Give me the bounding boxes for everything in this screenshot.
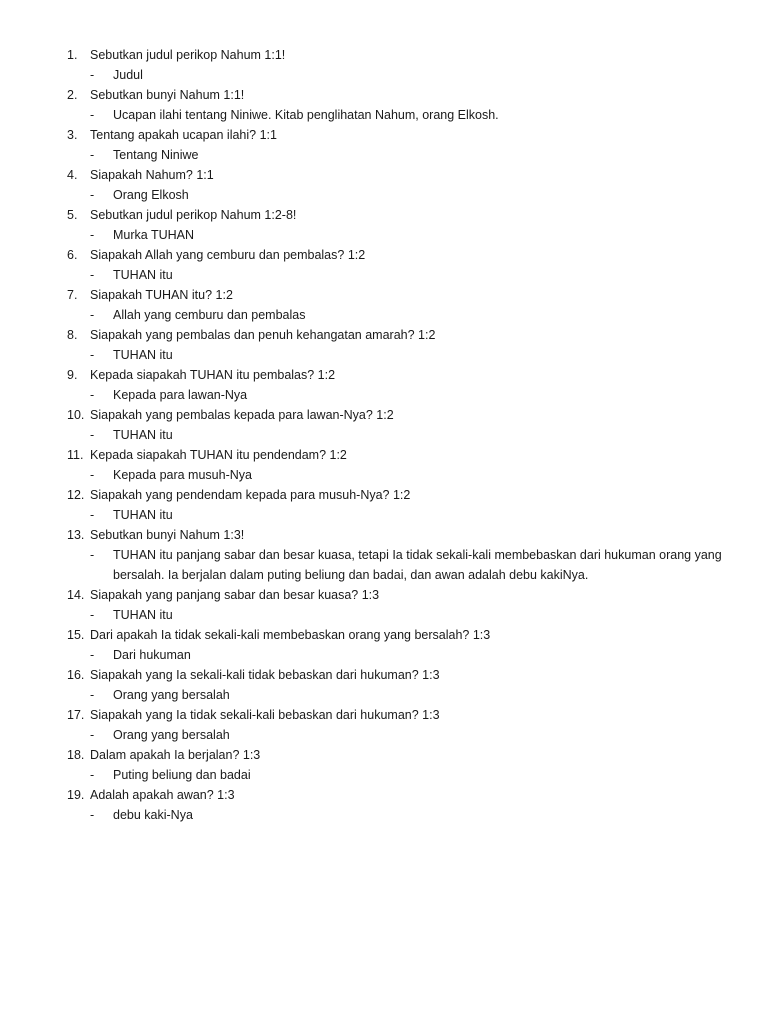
answer-row — [0, 685, 768, 705]
question-number: 8. — [67, 328, 78, 342]
question-row — [0, 705, 768, 725]
qa-item — [0, 85, 768, 125]
answer-text: Kepada para lawan-Nya — [113, 388, 248, 402]
document-page — [0, 45, 768, 825]
answer-row — [0, 185, 768, 205]
question-row — [0, 365, 768, 385]
answer-text: TUHAN itu — [113, 268, 173, 282]
answer-bullet: - — [90, 308, 95, 322]
question-row — [0, 205, 768, 225]
answer-row — [0, 225, 768, 245]
question-number: 7. — [67, 288, 78, 302]
answer-bullet: - — [90, 228, 95, 242]
answer-bullet: - — [90, 348, 95, 362]
answer-text: TUHAN itu — [113, 608, 173, 622]
answer-bullet: - — [90, 188, 95, 202]
answer-row — [0, 465, 768, 485]
answer-text: Kepada para musuh-Nya — [113, 468, 252, 482]
question-text: Sebutkan bunyi Nahum 1:3! — [90, 528, 245, 542]
answer-row — [0, 385, 768, 405]
answer-row — [0, 805, 768, 825]
question-text: Sebutkan judul perikop Nahum 1:1! — [90, 48, 286, 62]
question-text: Dari apakah Ia tidak sekali-kali membebaskan orang yang bersalah? 1:3 — [90, 628, 491, 642]
question-row — [0, 585, 768, 605]
answer-row — [0, 105, 768, 125]
answer-text: TUHAN itu panjang sabar dan besar kuasa, tetapi Ia tidak sekali-kali membebaskan dari hukuman orang yang bersalah. Ia berjalan dalam puting beliung dan badai, dan awan adalah debu kakiNya. — [113, 548, 722, 582]
question-number: 3. — [67, 128, 78, 142]
question-row — [0, 625, 768, 645]
answer-bullet: - — [90, 428, 95, 442]
answer-bullet: - — [90, 808, 95, 822]
question-number: 18. — [67, 748, 85, 762]
question-row — [0, 125, 768, 145]
question-text: Kepada siapakah TUHAN itu pembalas? 1:2 — [90, 368, 336, 382]
question-row — [0, 665, 768, 685]
question-row — [0, 45, 768, 65]
qa-item — [0, 625, 768, 665]
question-number: 19. — [67, 788, 85, 802]
answer-row — [0, 65, 768, 85]
qa-item — [0, 165, 768, 205]
answer-bullet: - — [90, 728, 95, 742]
question-number: 9. — [67, 368, 78, 382]
qa-item — [0, 205, 768, 245]
question-row — [0, 745, 768, 765]
question-number: 1. — [67, 48, 78, 62]
question-text: Adalah apakah awan? 1:3 — [90, 788, 235, 802]
question-number: 13. — [67, 528, 85, 542]
qa-item — [0, 665, 768, 705]
qa-list — [0, 45, 768, 825]
question-row — [0, 485, 768, 505]
answer-text: Dari hukuman — [113, 648, 191, 662]
question-number: 14. — [67, 588, 85, 602]
answer-text: Orang yang bersalah — [113, 728, 230, 742]
qa-item — [0, 445, 768, 485]
question-row — [0, 525, 768, 545]
answer-text: Ucapan ilahi tentang Niniwe. Kitab penglihatan Nahum, orang Elkosh. — [113, 108, 499, 122]
answer-bullet: - — [90, 468, 95, 482]
answer-text: TUHAN itu — [113, 428, 173, 442]
question-text: Siapakah TUHAN itu? 1:2 — [90, 288, 233, 302]
question-text: Siapakah yang pembalas dan penuh kehangatan amarah? 1:2 — [90, 328, 436, 342]
question-text: Dalam apakah Ia berjalan? 1:3 — [90, 748, 261, 762]
question-text: Sebutkan bunyi Nahum 1:1! — [90, 88, 245, 102]
qa-item — [0, 745, 768, 785]
answer-text: TUHAN itu — [113, 348, 173, 362]
answer-text: Judul — [113, 68, 143, 82]
answer-row — [0, 265, 768, 285]
answer-bullet: - — [90, 768, 95, 782]
answer-row — [0, 605, 768, 625]
question-text: Siapakah yang panjang sabar dan besar kuasa? 1:3 — [90, 588, 380, 602]
question-number: 10. — [67, 408, 85, 422]
answer-text: Orang yang bersalah — [113, 688, 230, 702]
question-text: Sebutkan judul perikop Nahum 1:2-8! — [90, 208, 297, 222]
answer-row — [0, 645, 768, 665]
answer-text: Orang Elkosh — [113, 188, 189, 202]
question-text: Siapakah Nahum? 1:1 — [90, 168, 214, 182]
question-row — [0, 445, 768, 465]
question-number: 15. — [67, 628, 85, 642]
qa-item — [0, 525, 768, 585]
question-text: Siapakah yang Ia tidak sekali-kali bebaskan dari hukuman? 1:3 — [90, 708, 440, 722]
question-row — [0, 165, 768, 185]
question-number: 12. — [67, 488, 85, 502]
question-text: Siapakah yang pembalas kepada para lawan-Nya? 1:2 — [90, 408, 394, 422]
question-number: 2. — [67, 88, 78, 102]
question-number: 16. — [67, 668, 85, 682]
answer-text: debu kaki-Nya — [113, 808, 193, 822]
answer-text: Puting beliung dan badai — [113, 768, 251, 782]
answer-text: Murka TUHAN — [113, 228, 195, 242]
answer-bullet: - — [90, 388, 95, 402]
answer-bullet: - — [90, 508, 95, 522]
question-text: Kepada siapakah TUHAN itu pendendam? 1:2 — [90, 448, 347, 462]
answer-row — [0, 725, 768, 745]
answer-bullet: - — [90, 688, 95, 702]
qa-item — [0, 485, 768, 525]
question-row — [0, 285, 768, 305]
answer-bullet: - — [90, 608, 95, 622]
qa-item — [0, 285, 768, 325]
question-number: 5. — [67, 208, 78, 222]
question-row — [0, 325, 768, 345]
answer-bullet: - — [90, 108, 95, 122]
answer-row — [0, 425, 768, 445]
answer-bullet: - — [90, 68, 95, 82]
answer-bullet: - — [90, 648, 95, 662]
qa-item — [0, 785, 768, 825]
question-number: 4. — [67, 168, 78, 182]
answer-bullet: - — [90, 148, 95, 162]
qa-item — [0, 405, 768, 445]
question-number: 11. — [67, 448, 84, 462]
question-text: Siapakah yang pendendam kepada para musuh-Nya? 1:2 — [90, 488, 411, 502]
question-row — [0, 85, 768, 105]
answer-row — [0, 345, 768, 365]
question-text: Siapakah Allah yang cemburu dan pembalas? 1:2 — [90, 248, 366, 262]
question-row — [0, 245, 768, 265]
question-number: 6. — [67, 248, 78, 262]
answer-row — [0, 545, 768, 585]
answer-row — [0, 765, 768, 785]
answer-row — [0, 305, 768, 325]
answer-text: TUHAN itu — [113, 508, 173, 522]
question-number: 17. — [67, 708, 85, 722]
answer-text: Allah yang cemburu dan pembalas — [113, 308, 306, 322]
qa-item — [0, 125, 768, 165]
question-row — [0, 785, 768, 805]
qa-item — [0, 365, 768, 405]
qa-item — [0, 325, 768, 365]
question-text: Siapakah yang Ia sekali-kali tidak bebaskan dari hukuman? 1:3 — [90, 668, 440, 682]
answer-row — [0, 145, 768, 165]
question-row — [0, 405, 768, 425]
qa-item — [0, 705, 768, 745]
qa-item — [0, 45, 768, 85]
answer-bullet: - — [90, 548, 95, 562]
answer-bullet: - — [90, 268, 95, 282]
qa-item — [0, 245, 768, 285]
question-text: Tentang apakah ucapan ilahi? 1:1 — [90, 128, 277, 142]
answer-text: Tentang Niniwe — [113, 148, 199, 162]
answer-row — [0, 505, 768, 525]
qa-item — [0, 585, 768, 625]
